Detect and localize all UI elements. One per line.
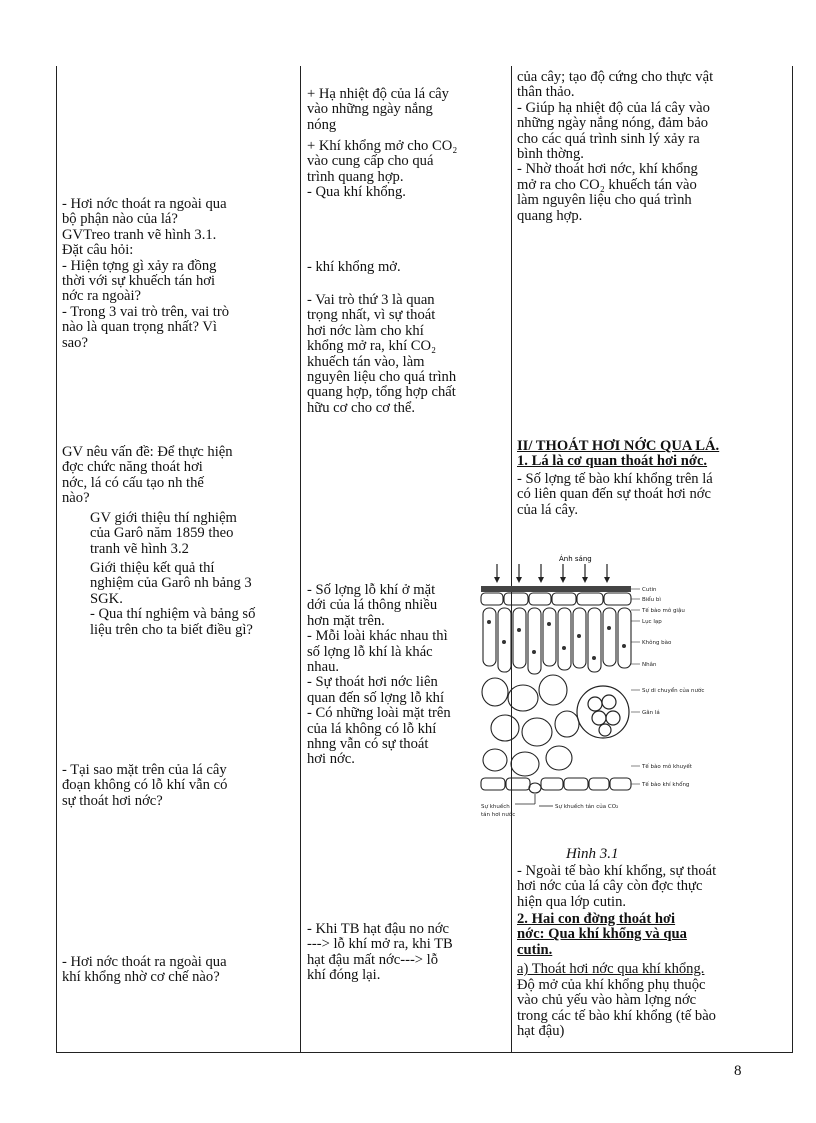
label-chloroplast: Lục lạp — [642, 619, 662, 625]
text-line: trong các tế bào khí khổng (tế bào — [517, 1007, 716, 1024]
content-notes-2 — [517, 472, 787, 518]
arrowheads — [494, 577, 610, 583]
label-spongy: Tế bào mô khuyết — [642, 764, 692, 770]
text-line: nóng — [307, 116, 337, 133]
text-line: nghiệm của Garô nh bảng 3 — [90, 575, 252, 592]
text-line: của lá không có lỗ khí — [307, 720, 437, 737]
text-line: khí đóng lại. — [307, 967, 381, 984]
text-line: GV nêu vấn đề: Để thực hiện — [62, 444, 233, 460]
text-line: - khí khổng mở. — [307, 259, 401, 275]
table-border-bottom — [56, 1052, 793, 1053]
column-divider-1 — [300, 66, 301, 1053]
teacher-question-2c — [62, 561, 294, 638]
text-line: mở ra cho CO₂ khuếch tán vào — [517, 176, 697, 193]
student-answer-2 — [307, 139, 507, 201]
text-line: - Nhờ thoát hơi nớc, khí khổng — [517, 161, 698, 178]
text-line: bình thờng. — [517, 146, 584, 163]
table-border-right — [792, 66, 793, 1053]
text-line: nào là quan trọng nhất? Vì — [62, 319, 217, 336]
text-line: của Garô năm 1859 theo — [90, 525, 234, 542]
text-line: đoạn không có lỗ khí vẫn có — [62, 777, 228, 794]
text-line: SGK. — [90, 590, 123, 607]
section-heading-2-2 — [517, 912, 787, 958]
text-line: những ngày nắng nóng, đảm bảo — [517, 115, 709, 132]
text-line: ---> lỗ khí mở ra, khi TB — [307, 936, 453, 953]
teacher-question-3 — [62, 763, 294, 809]
label-vacuole: Không bào — [642, 640, 672, 646]
section-heading-2 — [517, 439, 787, 470]
text-line: - Có những loài mặt trên — [307, 705, 451, 722]
text-line: - Sự thoát hơi nớc liên — [307, 674, 438, 691]
student-answer-1 — [307, 87, 507, 133]
epidermis-cells — [481, 593, 631, 605]
text-line: thân thảo. — [517, 84, 575, 101]
figure-labels — [481, 587, 704, 818]
light-arrows — [497, 564, 607, 580]
text-line: + Hạ nhiệt độ của lá cây — [307, 86, 449, 102]
heading-two-pathways-b: nớc: Qua khí khổng và qua — [517, 926, 687, 943]
leaf-cross-section-figure — [475, 552, 715, 830]
page-number: 8 — [734, 1063, 742, 1079]
text-line: hơi nớc. — [307, 751, 355, 768]
label-vein: Gân lá — [642, 710, 660, 716]
teacher-question-2b — [62, 511, 294, 557]
text-line: của cây; tạo độ cứng cho thực vật — [517, 69, 714, 85]
text-line: - Hơi nớc thoát ra ngoài qua — [62, 954, 227, 970]
text-line: trình quang hợp. — [307, 168, 404, 185]
text-line: - Ngoài tế bào khí khổng, sự thoát — [517, 863, 717, 879]
text-line: - Qua thí nghiệm và bảng số — [90, 606, 256, 623]
teacher-question-2 — [62, 445, 294, 507]
text-line: sự thoát hơi nớc? — [62, 792, 163, 809]
figure-label-light: Ánh sáng — [559, 555, 592, 563]
text-line: khuếch tán vào, làm — [307, 353, 425, 370]
text-line: hữu cơ cho cơ thể. — [307, 399, 416, 416]
heading-two-pathways-a: 2. Hai con đờng thoát hơi — [517, 911, 676, 927]
text-line: khổng mở ra, khí CO₂ — [307, 338, 437, 355]
text-line: Độ mở của khí khổng phụ thuộc — [517, 977, 706, 993]
content-notes-4b — [517, 978, 787, 1040]
table-border-left — [56, 66, 57, 1053]
text-line: có liên quan đến sự thoát hơi nớc — [517, 486, 711, 503]
label-nucleus: Nhân — [642, 662, 657, 668]
text-line: hiện qua lớp cutin. — [517, 893, 627, 910]
text-line: - Số lợng lỗ khí ở mặt — [307, 582, 436, 598]
text-line: khí khổng nhờ cơ chế nào? — [62, 969, 220, 986]
text-line: hạt đậu mất nớc---> lỗ — [307, 951, 439, 968]
cutin-layer — [481, 586, 631, 592]
text-line: tranh vẽ hình 3.2 — [90, 540, 189, 557]
text-line: số lợng lỗ khí là khác — [307, 643, 433, 660]
text-line: quang hợp. — [517, 207, 583, 224]
leader-lines — [631, 589, 640, 784]
label-water-movement: Sự di chuyển của nước — [642, 688, 705, 694]
stomata-label: a) Thoát hơi nớc qua khí khổng. — [517, 961, 705, 977]
figure-caption: Hình 3.1 — [566, 846, 619, 862]
text-line: - Vai trò thứ 3 là quan — [307, 292, 435, 308]
text-line: quan đến số lợng lỗ khí — [307, 689, 445, 706]
text-line: nhau. — [307, 659, 340, 676]
student-answer-6 — [307, 922, 507, 984]
heading-transpiration: II/ THOÁT HƠI NỚC QUA LÁ. — [517, 438, 720, 454]
text-line: - Trong 3 vai trò trên, vai trò — [62, 303, 230, 320]
text-line: - Khi TB hạt đậu no nớc — [307, 921, 450, 937]
text-line: nớc, lá có cấu tạo nh thế — [62, 474, 204, 491]
text-line: liệu trên cho ta biết điều gì? — [90, 621, 253, 638]
text-line: GVTreo tranh vẽ hình 3.1. — [62, 226, 217, 243]
text-line: nào? — [62, 490, 90, 507]
text-line: hạt đậu) — [517, 1023, 565, 1040]
label-guard-cell: Tế bào khí khổng — [642, 782, 690, 788]
text-line: đợc chức năng thoát hơi — [62, 459, 203, 476]
text-line: trọng nhất, vì sự thoát — [307, 307, 436, 324]
text-line: làm nguyên liệu cho quá trình — [517, 192, 692, 209]
text-line: nớc ra ngoài? — [62, 288, 142, 305]
student-answer-3 — [307, 260, 507, 275]
teacher-question-4 — [62, 955, 294, 986]
text-line: vào chủ yếu vào hàm lợng nớc — [517, 992, 697, 1009]
text-line: - Mỗi loài khác nhau thì — [307, 628, 448, 645]
text-line: dới của lá thông nhiều — [307, 597, 438, 614]
text-line: + Khí khổng mở cho CO₂ — [307, 138, 458, 154]
text-line: hơi nớc của lá cây còn đợc thực — [517, 878, 703, 895]
text-line: Giới thiệu kết quả thí — [90, 560, 215, 576]
text-line: nguyên liệu cho quá trình — [307, 369, 457, 386]
heading-two-pathways-c: cutin. — [517, 941, 553, 958]
spongy-cells — [482, 675, 579, 776]
heading-leaf-organ: 1. Lá là cơ quan thoát hơi nớc. — [517, 453, 708, 470]
label-palisade: Tế bào mô giậu — [642, 608, 685, 614]
text-line: vào cung cấp cho quá — [307, 153, 434, 170]
label-co2-diffusion: Sự khuếch tán của CO₂ — [555, 804, 619, 810]
teacher-question-1 — [62, 197, 294, 351]
label-vapor-diffusion-1: Sự khuếch — [481, 804, 510, 810]
content-notes-1 — [517, 70, 787, 224]
text-line: nhng vẫn có sự thoát — [307, 736, 429, 753]
diffusion-arrows — [515, 794, 553, 806]
label-cutin: Cutin — [642, 587, 657, 593]
label-vapor-diffusion-2: tán hơi nước — [481, 812, 516, 818]
text-line: - Số lợng tế bào khí khổng trên lá — [517, 471, 713, 487]
text-line: hơn mặt trên. — [307, 612, 385, 629]
text-line: GV giới thiệu thí nghiệm — [90, 510, 237, 526]
text-line: - Hiện tợng gì xảy ra đồng — [62, 257, 217, 274]
text-line: - Hơi nớc thoát ra ngoài qua — [62, 196, 227, 212]
text-line: - Qua khí khổng. — [307, 184, 406, 201]
text-line: - Tại sao mặt trên của lá cây — [62, 762, 227, 778]
text-line: vào những ngày nắng — [307, 101, 433, 118]
student-answer-4 — [307, 293, 507, 416]
text-line: Đặt câu hỏi: — [62, 242, 134, 259]
content-notes-3 — [517, 864, 787, 910]
content-notes-4 — [517, 962, 787, 977]
text-line: thời với sự khuếch tán hơi — [62, 273, 216, 290]
text-line: quang hợp, tổng hợp chất — [307, 384, 456, 401]
text-line: cho các quá trình sinh lý xảy ra — [517, 130, 700, 147]
text-line: - Giúp hạ nhiệt độ của lá cây vào — [517, 99, 710, 116]
label-epidermis: Biểu bì — [642, 597, 661, 603]
leaf-vein — [577, 686, 629, 738]
text-line: bộ phận nào của lá? — [62, 211, 178, 228]
text-line: hơi nớc làm cho khí — [307, 322, 424, 339]
lower-epidermis — [481, 778, 631, 793]
text-line: sao? — [62, 334, 88, 351]
text-line: của lá cây. — [517, 501, 579, 518]
